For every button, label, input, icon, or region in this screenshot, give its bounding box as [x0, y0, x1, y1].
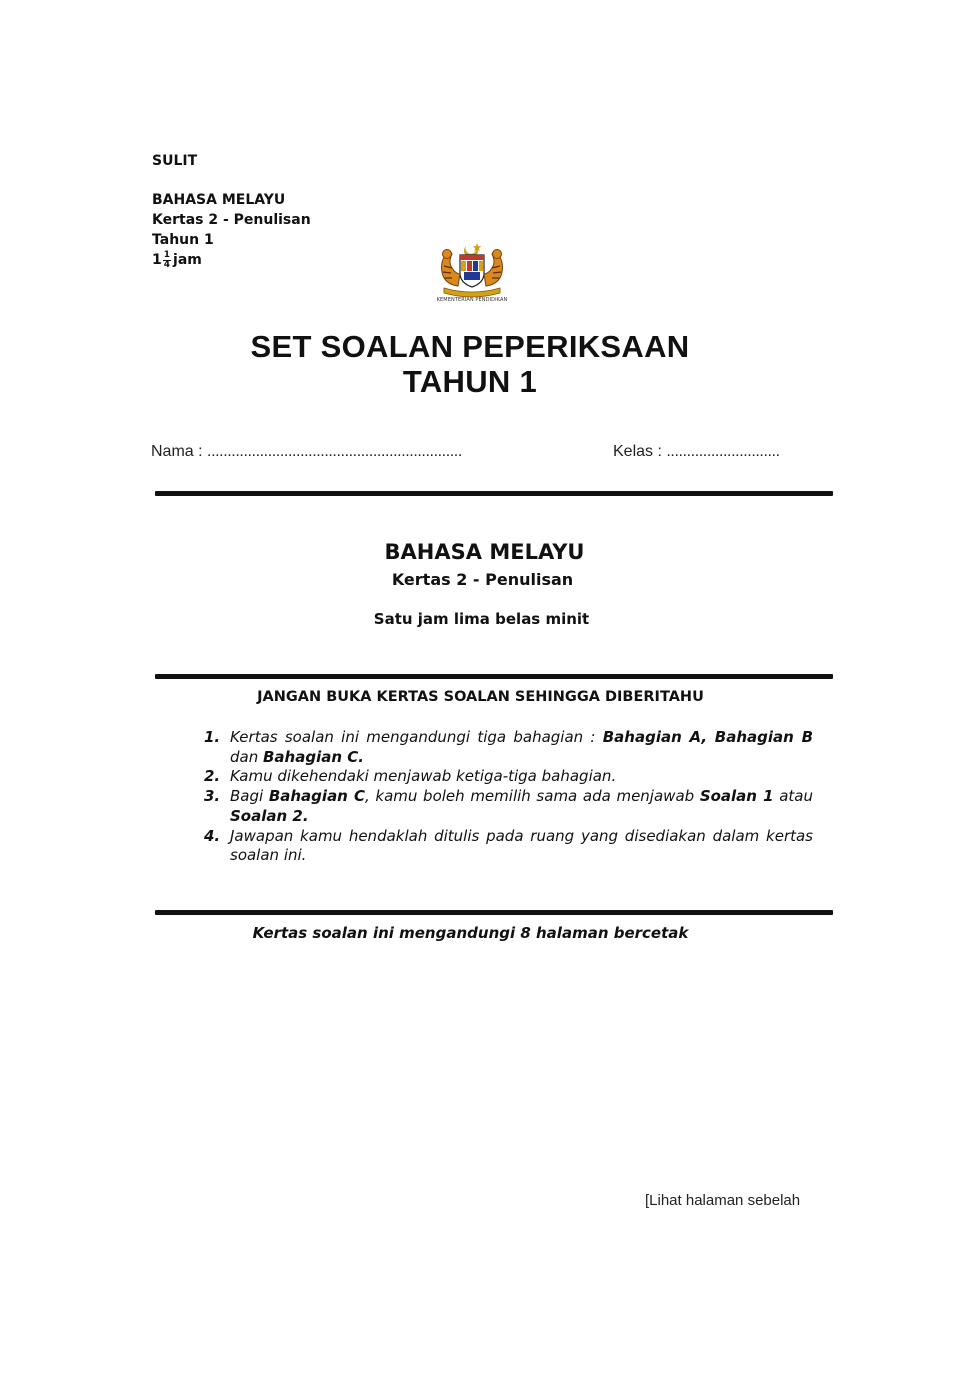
- name-label: Nama :: [151, 443, 203, 460]
- name-dots: ...............................................................: [207, 443, 462, 460]
- page-title: SET SOALAN PEPERIKSAAN: [250, 329, 690, 364]
- instruction-item: [200, 827, 813, 866]
- name-field[interactable]: [151, 443, 462, 461]
- instruction-item: [200, 787, 813, 826]
- instruction-text: Bahagian C: [268, 787, 365, 806]
- classification-label: SULIT: [152, 153, 198, 169]
- instruction-text: Soalan 2.: [230, 806, 309, 825]
- instruction-number: 4.: [204, 826, 221, 845]
- instruction-item: [200, 728, 813, 767]
- divider-middle: [155, 674, 833, 679]
- class-field[interactable]: [613, 443, 780, 461]
- header-year: Tahun 1: [152, 232, 214, 248]
- instruction-text: Jawapan kamu hendaklah ditulis pada ruang yang disediakan dalam kertas soalan ini.: [230, 826, 813, 865]
- header-subject: BAHASA MELAYU: [152, 192, 286, 208]
- next-page-note: [Lihat halaman sebelah: [645, 1192, 801, 1209]
- instruction-text: , kamu boleh memilih sama ada menjawab: [364, 787, 700, 806]
- header-duration: [152, 250, 202, 270]
- instruction-number: 2.: [204, 767, 221, 786]
- instruction-number: 1.: [204, 728, 221, 746]
- ministry-logo: [424, 240, 520, 310]
- page-count-note: Kertas soalan ini mengandungi 8 halaman bercetak: [252, 924, 689, 942]
- malaysia-coat-of-arms-icon: [424, 240, 520, 298]
- instruction-number: 3.: [204, 787, 221, 806]
- instruction-text: Bahagian C.: [263, 747, 364, 766]
- instruction-text: Soalan 1: [699, 787, 774, 806]
- instruction-text: Kertas soalan ini mengandungi tiga bahagian :: [230, 728, 603, 746]
- paper-duration: Satu jam lima belas minit: [373, 610, 590, 628]
- paper-name: Kertas 2 - Penulisan: [391, 570, 574, 589]
- instruction-item: [200, 767, 813, 787]
- logo-caption: KEMENTERIAN PENDIDIKAN: [436, 297, 508, 303]
- page-subtitle: TAHUN 1: [402, 364, 538, 399]
- duration-fraction: $\frac{1}{4}$: [163, 249, 171, 270]
- class-dots: ............................: [666, 443, 780, 460]
- warning-text: JANGAN BUKA KERTAS SOALAN SEHINGGA DIBERITAHU: [257, 689, 704, 705]
- paper-subject: BAHASA MELAYU: [384, 540, 585, 564]
- instruction-text: Kamu dikehendaki menjawab ketiga-tiga bahagian.: [230, 767, 617, 786]
- instruction-text: Bahagian A, Bahagian B: [602, 728, 813, 746]
- class-label: Kelas :: [613, 443, 662, 460]
- divider-top: [155, 491, 833, 496]
- instructions-list: [200, 728, 813, 866]
- duration-whole: 1: [152, 252, 162, 268]
- instruction-text: Bagi: [230, 787, 269, 806]
- instruction-text: dan: [230, 747, 263, 766]
- duration-unit: jam: [173, 252, 202, 268]
- divider-bottom: [155, 910, 833, 915]
- instruction-text: atau: [773, 787, 813, 806]
- header-paper: Kertas 2 - Penulisan: [152, 212, 311, 228]
